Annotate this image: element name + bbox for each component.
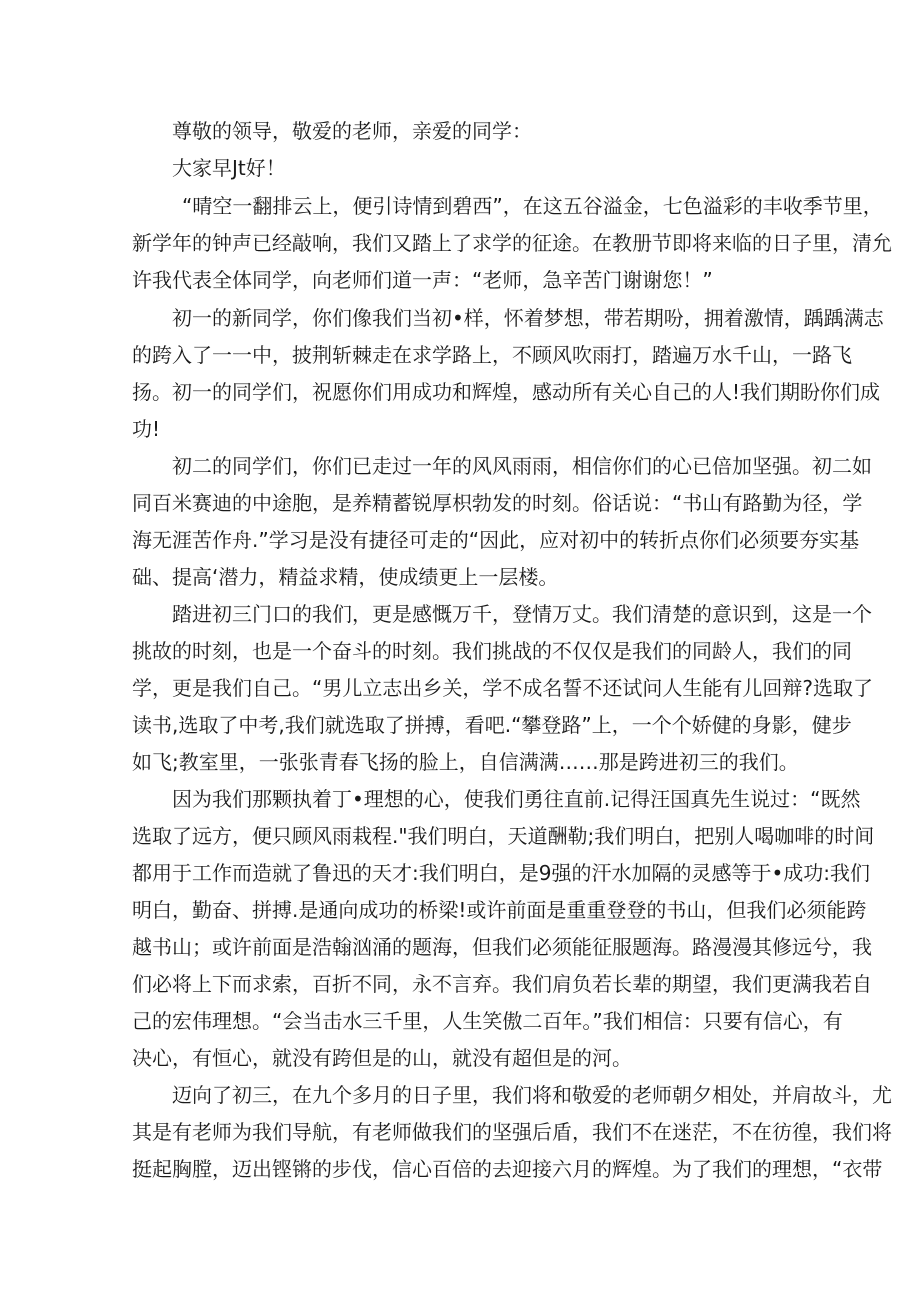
text-line: 如飞;教室里，一张张青春飞扬的脸上，自信满满……那是跨进初三的我们。: [132, 750, 799, 774]
text-line: 许我代表全体同学，向老师们道一声：“老师，急辛苦门谢谢您！”: [132, 268, 713, 292]
text-line: 同百米赛迪的中途胞，是养精蓄锐厚枳勃发的时刻。俗话说：“书山有路勤为径，学: [132, 491, 863, 515]
text-line: 决心，有恒心，就没有跨但是的山，就没有超但是的河。: [132, 1046, 632, 1070]
text-line: 学，更是我们自己。“男儿立志出乡关，学不成名誓不还试问人生能有儿回辩?选取了: [132, 676, 873, 700]
text-line: 扬。初一的同学们，祝愿你们用成功和辉煌，感动所有关心自己的人!我们期盼你们成: [132, 380, 881, 404]
text-line: 因为我们那颗执着丁•理想的心，使我们勇往直前.记得汪国真先生说过：“既然: [172, 787, 861, 811]
text-line: 新学年的钟声已经敲响，我们又踏上了求学的征途。在教册节即将来临的日子里，清允: [132, 231, 892, 255]
text-line: 选取了远方，便只顾风雨栽程."我们明白，天道酬勒;我们明白，把别人喝咖啡的时间: [132, 824, 875, 848]
text-line: 们必将上下而求索，百折不同，永不言弃。我们肩负若长辈的期望，我们更满我若自: [132, 972, 872, 996]
text-line: 海无涯苦作舟.”学习是没有捷径可走的“因此，应对初中的转折点你们必须要夯实基: [132, 528, 860, 552]
text-line: 明白，勤奋、拼搏.是通向成功的桥梁!或许前面是重重登登的书山，但我们必须能跨: [132, 898, 867, 922]
text-line: 己的宏伟理想。“会当击水三千里，人生笑傲二百年。”我们相信：只要有信心，有: [132, 1009, 843, 1033]
text-line: “晴空一翻排云上，便引诗情到碧西”，在这五谷溢金，七色溢彩的丰收季节里，: [182, 194, 883, 218]
text-line: 大家早Jt好！: [172, 156, 286, 180]
text-line: 挺起胸膛，迈出铿锵的步伐，信心百倍的去迎接六月的辉煌。为了我们的理想，“衣带: [132, 1157, 883, 1181]
text-line: 其是有老师为我们导航，有老师做我们的坚强后盾，我们不在迷茫，不在彷徨，我们将: [132, 1120, 892, 1144]
text-line: 越书山；或许前面是浩翰汹涌的题海，但我们必须能征服题海。路漫漫其修远兮，我: [132, 935, 872, 959]
text-line: 踏进初三门口的我们，更是感慨万千，登情万丈。我们清楚的意识到，这是一个: [172, 602, 872, 626]
text-line: 迈向了初三，在九个多月的日子里，我们将和敬爱的老师朝夕相处，并肩故斗，尤: [172, 1083, 892, 1107]
text-line: 读书,选取了中考,我们就选取了拼搏，看吧.“攀登路”上，一个个娇健的身影，健步: [132, 713, 852, 737]
text-line: 础、提高‘潜力，精益求精，使成绩更上一层楼。: [132, 565, 559, 589]
text-line: 初一的新同学，你们像我们当初•样，怀着梦想，带若期吩，拥着激情，踽踽满志: [172, 306, 884, 330]
text-line: 初二的同学们，你们已走过一年的风风雨雨，相信你们的心已倍加坚强。初二如: [172, 454, 872, 478]
text-line: 的跨入了一一中，披荆斩棘走在求学路上，不顾风吹雨打，踏遍万水千山，一路飞: [132, 343, 852, 367]
text-line: 尊敬的领导，敬爱的老师，亲爱的同学：: [172, 119, 532, 143]
text-line: 都用于工作而造就了鲁迅的天才:我们明白，是9强的汗水加隔的灵感等于•成功:我们: [132, 861, 870, 885]
text-line: 功!: [132, 417, 161, 441]
text-line: 挑故的时刻，也是一个奋斗的时刻。我们挑战的不仅仅是我们的同龄人，我们的同: [132, 639, 852, 663]
